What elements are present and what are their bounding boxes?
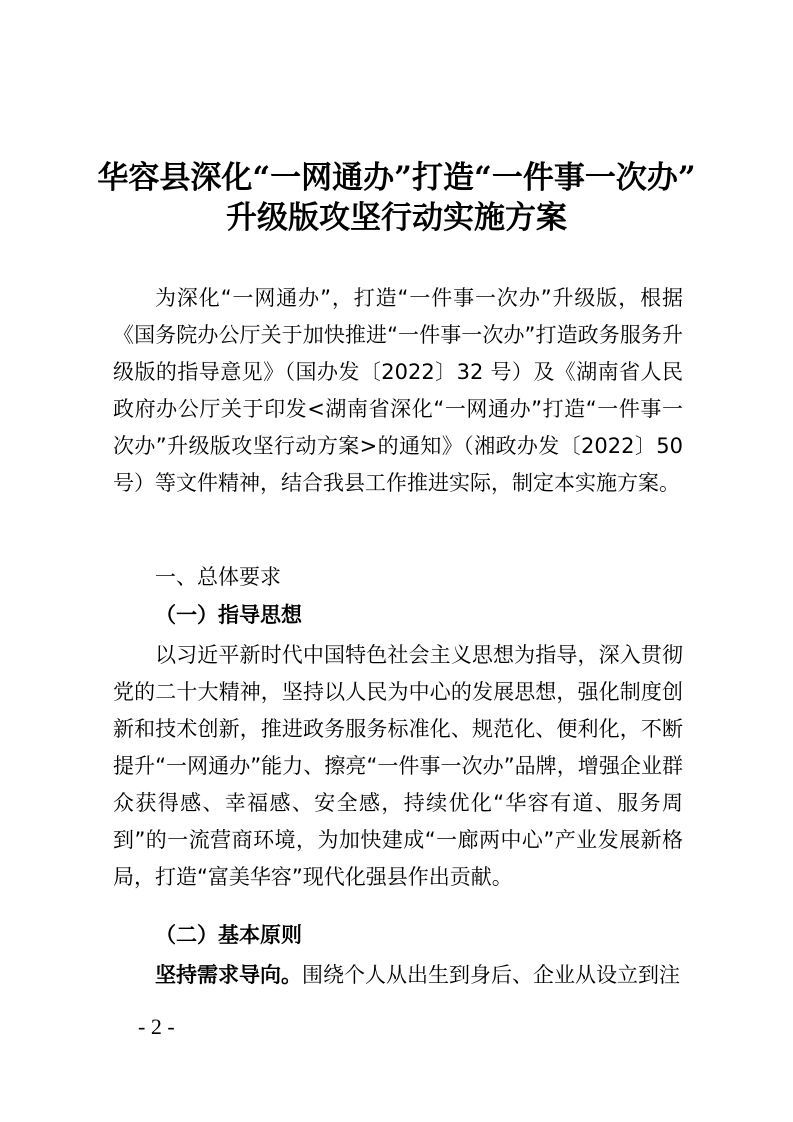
principle-text: 围绕个人从出生到身后、企业从设立到注 [302,963,680,987]
intro-paragraph: 为深化“一网通办”，打造“一件事一次办”升级版，根据《国务院办公厅关于加快推进“一件事一次办”打造政务服务升级版的指导意见》（国办发〔2022〕32 号）及《湖南省人民政府办公厅关于印发<湖南省深化“一网通办”打造“一件事一次办”升级版攻坚行动方案>的通知》（湘政办发〔2022〕50 号）等文件精神，结合我县工作推进实际，制定本实施方案。 [113,286,683,495]
page-number: - 2 - [138,1014,175,1039]
principle-lead: 坚持需求导向。 [155,963,302,987]
section-heading-general-requirements: 一、总体要求 [155,565,281,589]
subsection-heading-guiding-ideology: （一）指导思想 [155,603,302,627]
document-title-line-1: 华容县深化“一网通办”打造“一件事一次办” [97,160,696,196]
principle-paragraph [113,957,683,994]
guiding-ideology-paragraph: 以习近平新时代中国特色社会主义思想为指导，深入贯彻党的二十大精神，坚持以人民为中心的发展思想，强化制度创新和技术创新，推进政务服务标准化、规范化、便利化，不断提升“一网通办”能力、擦亮“一件事一次办”品牌，增强企业群众获得感、幸福感、安全感，持续优化“华容有道、服务周到”的一流营商环境，为加快建成“一廊两中心”产业发展新格局，打造“富美华容”现代化强县作出贡献。 [113,643,683,889]
document-title-line-2: 升级版攻坚行动实施方案 [226,200,567,236]
subsection-heading-basic-principles: （二）基本原则 [155,923,302,947]
